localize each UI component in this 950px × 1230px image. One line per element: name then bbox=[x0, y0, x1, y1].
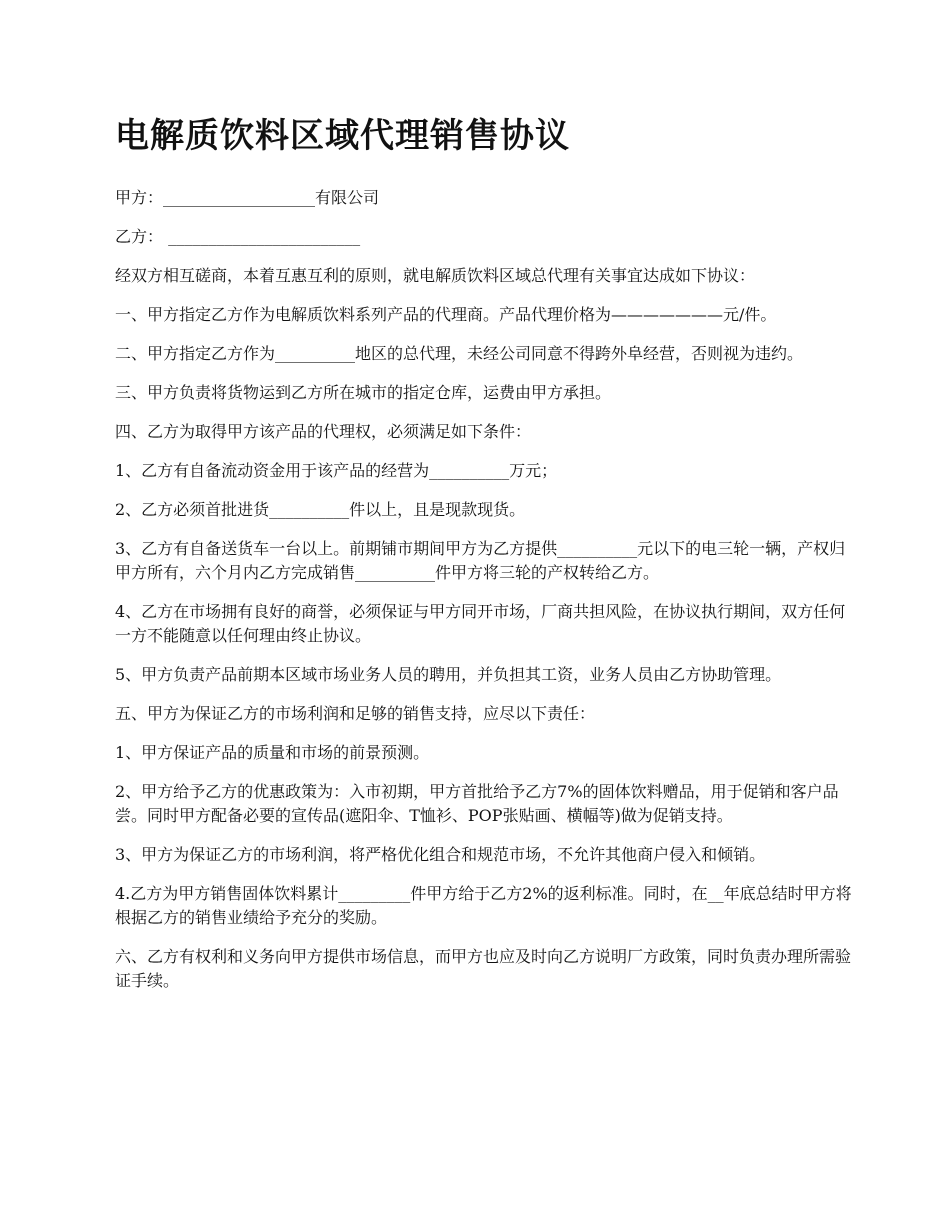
clause-5-item-1: 1、甲方保证产品的质量和市场的前景预测。 bbox=[115, 743, 430, 762]
party-b-line: 乙方： ________________________ bbox=[115, 227, 361, 246]
clause-4-item-4: 4、乙方在市场拥有良好的商誉，必须保证与甲方同开市场，厂商共担风险，在协议执行期间，双方任何一方不能随意以任何理由终止协议。 bbox=[115, 602, 846, 645]
document-page bbox=[115, 112, 855, 1008]
clause-4-item-5: 5、甲方负责产品前期本区域市场业务人员的聘用，并负担其工资，业务人员由乙方协助管理。 bbox=[115, 665, 782, 684]
clause-5-item-2: 2、甲方给予乙方的优惠政策为：入市初期，甲方首批给予乙方7%的固体饮料赠品，用于促销和客户品尝。同时甲方配备必要的宣传品(遮阳伞、T恤衫、POP张贴画、横幅等)做为促销支持。 bbox=[115, 782, 839, 825]
clause-4-item-1: 1、乙方有自备流动资金用于该产品的经营为__________万元； bbox=[115, 461, 558, 480]
clause-3: 三、甲方负责将货物运到乙方所在城市的指定仓库，运费由甲方承担。 bbox=[115, 383, 612, 402]
clause-1: 一、甲方指定乙方作为电解质饮料系列产品的代理商。产品代理价格为———————元/件。 bbox=[115, 305, 777, 324]
clause-5-item-3: 3、甲方为保证乙方的市场利润，将严格优化组合和规范市场，不允许其他商户侵入和倾销。 bbox=[115, 845, 766, 864]
clause-4-item-2: 2、乙方必须首批进货__________件以上，且是现款现货。 bbox=[115, 500, 526, 519]
clause-4-item-3: 3、乙方有自备送货车一台以上。前期铺市期间甲方为乙方提供__________元以下的电三轮一辆，产权归甲方所有，六个月内乙方完成销售__________件甲方将三轮的产权转给乙方。 bbox=[115, 539, 846, 582]
clause-6: 六、乙方有权利和义务向甲方提供市场信息，而甲方也应及时向乙方说明厂方政策，同时负责办理所需验证手续。 bbox=[115, 947, 852, 990]
clause-5: 五、甲方为保证乙方的市场利润和足够的销售支持，应尽以下责任： bbox=[115, 704, 596, 723]
clause-2: 二、甲方指定乙方作为__________地区的总代理，未经公司同意不得跨外阜经营，否则视为违约。 bbox=[115, 344, 804, 363]
clause-5-item-4: 4.乙方为甲方销售固体饮料累计_________件甲方给于乙方2%的返利标准。同时，在__年底总结时甲方将根据乙方的销售业绩给予充分的奖励。 bbox=[115, 884, 852, 927]
clause-4: 四、乙方为取得甲方该产品的代理权，必须满足如下条件： bbox=[115, 422, 532, 441]
preamble: 经双方相互磋商，本着互惠互利的原则，就电解质饮料区域总代理有关事宜达成如下协议： bbox=[115, 266, 756, 285]
document-title: 电解质饮料区域代理销售协议 bbox=[115, 116, 570, 156]
party-a-line: 甲方：___________________有限公司 bbox=[115, 188, 380, 207]
